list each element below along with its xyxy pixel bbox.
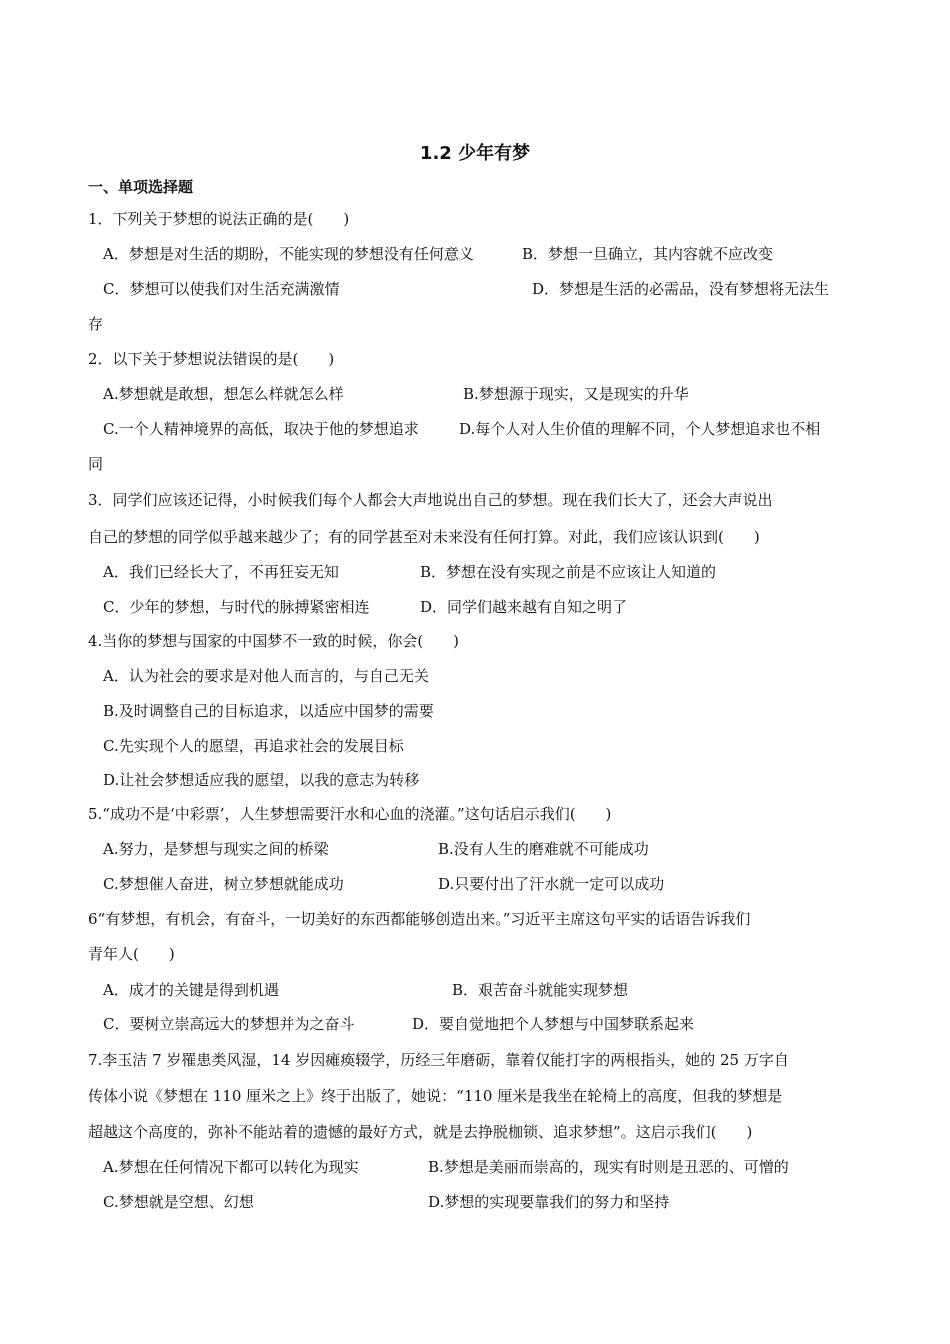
page-title: 1.2 少年有梦: [419, 143, 531, 164]
question-6-option-d: D．要自觉地把个人梦想与中国梦联系起来: [412, 1015, 695, 1033]
question-3-option-b: B．梦想在没有实现之前是不应该让人知道的: [420, 563, 717, 581]
question-3-option-d: D．同学们越来越有自知之明了: [420, 598, 628, 616]
question-6-option-c: C．要树立崇高远大的梦想并为之奋斗: [103, 1015, 355, 1033]
question-2-option-d-continued: 同: [88, 455, 104, 473]
question-4-option-c: C.先实现个人的愿望，再追求社会的发展目标: [103, 737, 404, 755]
question-3-stem-line-1: 3．同学们应该还记得，小时候我们每个人都会大声地说出自己的梦想。现在我们长大了，还会大声说出: [88, 491, 773, 509]
question-7-option-b: B.梦想是美丽而崇高的，现实有时则是丑恶的、可憎的: [428, 1158, 789, 1176]
question-4-option-d: D.让社会梦想适应我的愿望，以我的意志为转移: [103, 771, 420, 789]
question-6-option-b: B．艰苦奋斗就能实现梦想: [452, 981, 629, 999]
question-6-option-a: A．成才的关键是得到机遇: [103, 981, 279, 999]
question-6-stem-line-1: 6“有梦想，有机会，有奋斗，一切美好的东西都能够创造出来。”习近平主席这句平实的话语告诉我们: [88, 910, 751, 928]
question-5-option-c: C.梦想催人奋进，树立梦想就能成功: [103, 875, 344, 893]
question-2-option-c: C.一个人精神境界的高低，取决于他的梦想追求: [103, 420, 419, 438]
question-7-option-a: A.梦想在任何情况下都可以转化为现实: [103, 1158, 359, 1176]
question-5-option-a: A.努力，是梦想与现实之间的桥梁: [103, 840, 329, 858]
question-7-option-c: C.梦想就是空想、幻想: [103, 1193, 254, 1211]
question-7-stem-line-2: 传体小说《梦想在 110 厘米之上》终于出版了，她说：“110 厘米是我坐在轮椅上的高度，但我的梦想是: [88, 1087, 783, 1105]
question-5-option-d: D.只要付出了汗水就一定可以成功: [438, 875, 665, 893]
question-6-stem-line-2: 青年人( ): [88, 945, 175, 963]
question-5-option-b: B.没有人生的磨难就不可能成功: [438, 840, 649, 858]
question-1-option-a: A．梦想是对生活的期盼，不能实现的梦想没有任何意义: [103, 245, 474, 263]
question-7-stem-line-1: 7.李玉洁 7 岁罹患类风湿，14 岁因瘫痪辍学，历经三年磨砺，靠着仅能打字的两根指头，她的 25 万字自: [88, 1051, 789, 1069]
question-2-stem: 2．以下关于梦想说法错误的是( ): [88, 350, 335, 368]
question-4-option-b: B.及时调整自己的目标追求，以适应中国梦的需要: [103, 702, 434, 720]
question-1-option-b: B．梦想一旦确立，其内容就不应改变: [522, 245, 774, 263]
question-1-stem: 1．下列关于梦想的说法正确的是( ): [88, 210, 350, 228]
question-2-option-a: A.梦想就是敢想，想怎么样就怎么样: [103, 385, 344, 403]
question-4-option-a: A．认为社会的要求是对他人而言的，与自己无关: [103, 667, 429, 685]
question-2-option-b: B.梦想源于现实，又是现实的升华: [463, 385, 689, 403]
question-3-option-c: C．少年的梦想，与时代的脉搏紧密相连: [103, 598, 370, 616]
question-4-stem: 4.当你的梦想与国家的中国梦不一致的时候，你会( ): [88, 632, 460, 650]
question-7-stem-line-3: 超越这个高度的，弥补不能站着的遗憾的最好方式，就是去挣脱枷锁、追求梦想”。这启示我们( ): [88, 1123, 753, 1141]
question-3-stem-line-2: 自己的梦想的同学似乎越来越少了；有的同学甚至对未来没有任何打算。对此，我们应该认识到( ): [88, 528, 760, 546]
question-3-option-a: A．我们已经长大了，不再狂妄无知: [103, 563, 339, 581]
question-1-option-c: C．梦想可以使我们对生活充满激情: [103, 280, 340, 298]
question-5-stem: 5.“成功不是‘中彩票’，人生梦想需要汗水和心血的浇灌。”这句话启示我们( ): [88, 805, 612, 823]
question-2-option-d: D.每个人对人生价值的理解不同，个人梦想追求也不相: [459, 420, 821, 438]
question-1-option-d: D．梦想是生活的必需品，没有梦想将无法生: [532, 280, 830, 298]
question-7-option-d: D.梦想的实现要靠我们的努力和坚持: [428, 1193, 670, 1211]
section-heading: 一、单项选择题: [88, 178, 194, 196]
question-1-option-d-continued: 存: [88, 315, 104, 333]
